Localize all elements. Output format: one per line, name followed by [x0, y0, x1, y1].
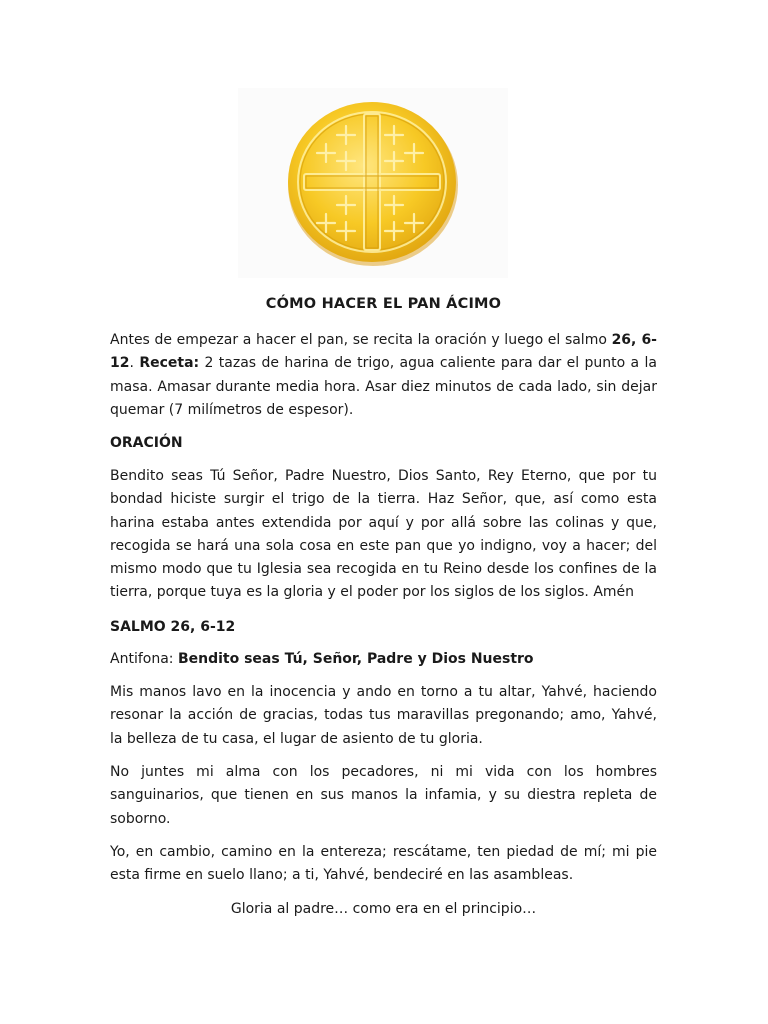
intro-text-2: . [129, 355, 140, 372]
psalm-paragraph-3: Yo, en cambio, camino en la entereza; rescátame, ten piedad de mí; mi pie esta firme en suelo llano; a ti, Yahvé, bendeciré en las asambleas. [110, 844, 657, 884]
intro-text-1: Antes de empezar a hacer el pan, se recita la oración y luego el salmo [110, 332, 612, 348]
antifona-text: Bendito seas Tú, Señor, Padre y Dios Nuestro [177, 651, 534, 667]
page-title: CÓMO HACER EL PAN ÁCIMO [265, 296, 502, 312]
psalm-paragraph-2: No juntes mi alma con los pecadores, ni mi vida con los hombres sanguinarios, que tienen en sus manos la infamia, y su diestra repleta de soborno. [110, 764, 657, 827]
salmo-heading: SALMO 26, 6-12 [110, 619, 236, 635]
antifona-label: Antifona: [110, 651, 178, 667]
intro-paragraph [110, 329, 657, 422]
psalm-paragraph-1: Mis manos lavo en la inocencia y ando en torno a tu altar, Yahvé, haciendo resonar la acción de gracias, todas tus maravillas pregonando; amo, Yahvé, la belleza de tu casa, el lugar de asiento de tu gloria. [110, 684, 657, 747]
unleavened-bread-host-icon [286, 98, 460, 268]
intro-psalm-ref: 26, 6-12 [110, 332, 657, 372]
host-image [238, 88, 508, 278]
oracion-paragraph: Bendito seas Tú Señor, Padre Nuestro, Dios Santo, Rey Eterno, que por tu bondad hiciste surgir el trigo de la tierra. Haz Señor, que, así como esta harina estaba antes extendida por aquí y por allá sobre las colinas y que, recogida se hará una sola cosa en este pan que yo indigno, voy a hacer; del mismo modo que tu Iglesia sea recogida en tu Reino desde los confines de la tierra, porque tuya es la gloria y el poder por los siglos de los siglos. Amén [110, 468, 657, 601]
recipe-label: Receta: [139, 355, 200, 372]
intro-text-3: 2 tazas de harina de trigo, agua caliente para dar el punto a la masa. Amasar durante media hora. Asar diez minutos de cada lado, sin dejar quemar (7 milímetros de espesor). [110, 355, 657, 418]
antifona-line [110, 648, 657, 671]
oracion-heading: ORACIÓN [110, 435, 183, 451]
closing-line: Gloria al padre… como era en el principio… [230, 901, 537, 917]
